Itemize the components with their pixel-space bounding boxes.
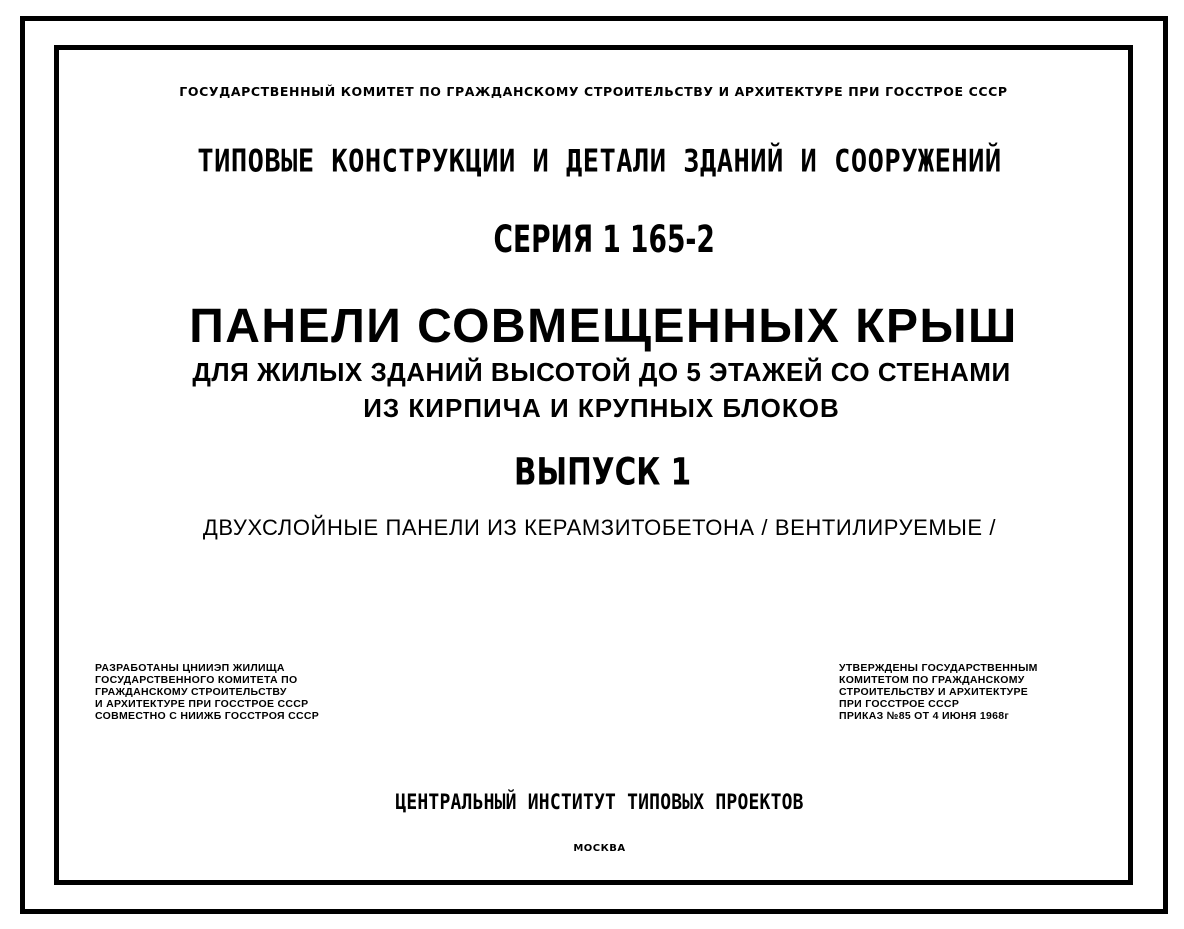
typical-structures-heading: ТИПОВЫЕ КОНСТРУКЦИИ И ДЕТАЛИ ЗДАНИЙ И СООРУЖЕНИЙ [197,143,1002,180]
approved-line: СТРОИТЕЛЬСТВУ И АРХИТЕКТУРЕ [839,686,1029,698]
issue-description: ДВУХСЛОЙНЫЕ ПАНЕЛИ ИЗ КЕРАМЗИТОБЕТОНА / ВЕНТИЛИРУЕМЫЕ / [202,515,997,540]
title-sheet [54,45,1133,885]
developed-line: СОВМЕСТНО С НИИЖБ ГОССТРОЯ СССР [95,710,320,722]
publisher-institute: ЦЕНТРАЛЬНЫЙ ИНСТИТУТ ТИПОВЫХ ПРОЕКТОВ [395,789,804,816]
title-subline-1: ДЛЯ ЖИЛЫХ ЗДАНИЙ ВЫСОТОЙ ДО 5 ЭТАЖЕЙ СО СТЕНАМИ [192,357,1011,387]
issue-number: ВЫПУСК 1 [514,450,692,495]
developed-by-block [95,662,319,722]
series-number: СЕРИЯ 1 165-2 [493,218,715,262]
approved-line: КОМИТЕТОМ ПО ГРАЖДАНСКОМУ [839,674,1025,686]
approved-by-block [839,662,1038,722]
approved-line: УТВЕРЖДЕНЫ ГОСУДАРСТВЕННЫМ [839,662,1038,674]
developed-line: РАЗРАБОТАНЫ ЦНИИЭП ЖИЛИЩА [95,662,285,674]
publisher-city: МОСКВА [573,843,626,854]
approved-line: ПРИ ГОССТРОЕ СССР [839,698,960,710]
developed-line: И АРХИТЕКТУРЕ ПРИ ГОССТРОЕ СССР [95,698,309,710]
developed-line: ГРАЖДАНСКОМУ СТРОИТЕЛЬСТВУ [95,686,287,698]
approved-line: ПРИКАЗ №85 ОТ 4 ИЮНЯ 1968г [839,710,1010,722]
developed-line: ГОСУДАРСТВЕННОГО КОМИТЕТА ПО [95,674,298,686]
committee-header: ГОСУДАРСТВЕННЫЙ КОМИТЕТ ПО ГРАЖДАНСКОМУ СТРОИТЕЛЬСТВУ И АРХИТЕКТУРЕ ПРИ ГОССТРОЕ СССР [179,84,1008,99]
document-title: ПАНЕЛИ СОВМЕЩЕННЫХ КРЫШ [189,300,1018,353]
title-subline-2: ИЗ КИРПИЧА И КРУПНЫХ БЛОКОВ [363,393,840,423]
